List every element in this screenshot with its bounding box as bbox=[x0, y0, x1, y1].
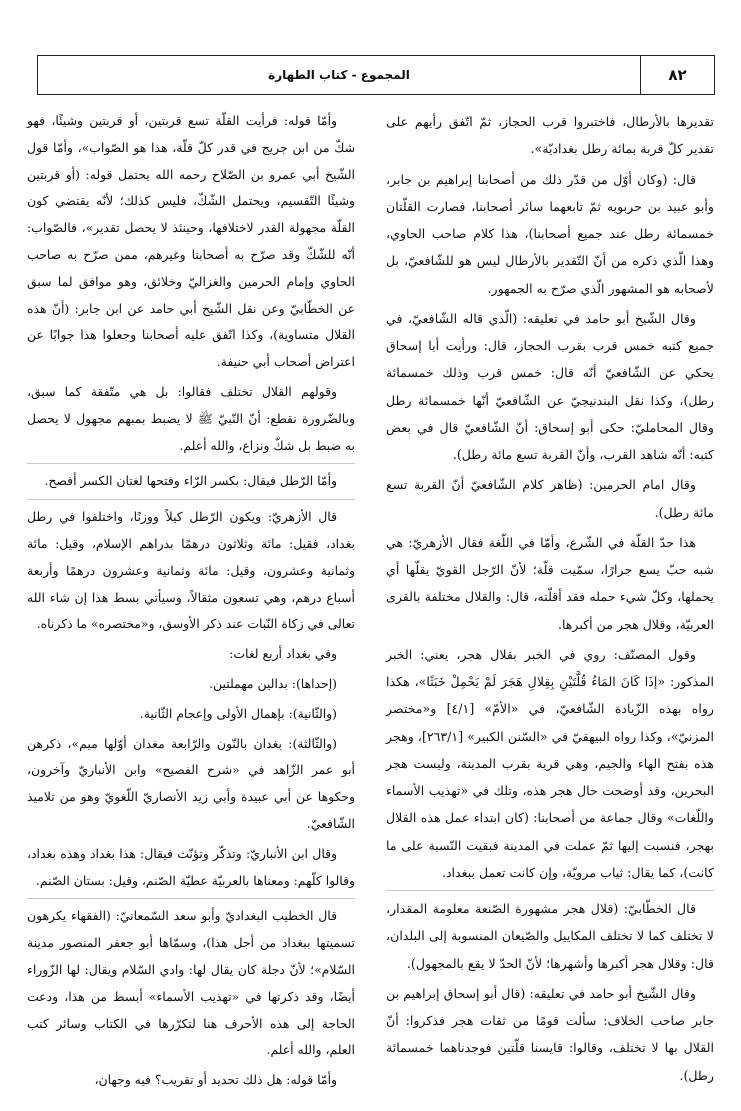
page-header bbox=[37, 55, 715, 95]
paragraph: قال الخطيب البغداديّ وأبو سعد السّمعانيّ: (الفقهاء يكرهون تسميتها ببغداد من أجل هذا)، وسمّاها أبو جعفر المنصور مدينة السّلام»؛ لأنّ دجلة كان يقال لها: وادي السّلام ويقال: لها الزّوراء أيضًا، وقد ذكرتها في «تهذيب الأسماء» أبسط من هذا، ودعت الحاجة إلى هذه الأحرف هنا لتكرّرها في الكتاب وسائر كتب العلم، والله أعلم. bbox=[27, 908, 355, 1058]
paragraph: قال: (وكان أوّل من قدّر ذلك من أصحابنا إبراهيم بن جابر، وأبو عبيد بن حربويه ثمّ تابعهما سائر أصحابنا، فصارت القلّتان خمسمائة رطل عند جميع أصحابنا)، هذا كلام صاحب الحاوي، وهذا الّذي ذكره من أنّ التّقدير بالأرطال ليس هو للشّافعيّ، بل لأصحابه هو المشهور الّذي صرّح به الجمهور. bbox=[386, 171, 714, 296]
paragraph: وقال امام الحرمين: (ظاهر كلام الشّافعيّ أنّ القربة تسع مائة رطل). bbox=[386, 477, 714, 520]
paragraph: وقولهم القلال تختلف فقالوا: بل هي متّفقة كما سبق، وبالضّرورة نقطع: أنّ النّبيّ ﷺ لا يضبط بمبهم مجهول لا يحصل به ضبط بل شكّ ونزاع، والله أعلم. bbox=[27, 383, 355, 453]
paragraph: وقول المصنّف: روي في الخبر بقلال هجر، يعني: الخبر المذكور: «إذَا كَانَ المَاءُ قُلَّتَيْنِ بِقِلالِ هَجَرَ لَمْ يَحْمِلْ خَبَثًا»، هكذا رواه بهذه الزّيادة الشّافعيّ، في «الأمّ» [٤/١] و«مختصر المزنيّ»، وكذا رواه البيهقيّ في «السّنن الكبير» [٢٦٣/١]، وهجر هذه بفتح الهاء والجيم، وهي قرية بقرب المدينة، وليست هجر البحرين، وقد أوضحت حال هجر هذه، وتلك في «تهذيب الأسماء واللّغات» وقال جماعة من أصحابنا: (كان ابتداء عمل هذه القلال بهجر، فنسبت إليها ثمّ عملت في المدينة فبقيت النّسبة على ما كانت)، كما يقال: ثياب مرويّة، وإن كانت تعمل ببغداد. bbox=[386, 646, 714, 880]
paragraph: وقال الشّيخ أبو حامد في تعليقه: (الّذي قاله الشّافعيّ، في جميع كتبه خمس قرب بقرب الحجاز، قال: ورأيت أبا إسحاق يحكي عن الشّافعيّ أنّه قال: خمس قرب وذلك خمسمائة رطل)، وكذا نقل البندنيجيّ عن الشّافعيّ أنّها خمسمائة رطل وقال المحامليّ: حكى أبو إسحاق: أنّ الشّافعيّ قال في بعض كتبه: أنّه شاهد القرب، وأنّ القربة تسع مائة رطل). bbox=[386, 310, 714, 462]
paragraph-divider bbox=[386, 890, 714, 891]
paragraph-divider bbox=[27, 898, 355, 899]
paragraph: (والثّانية): بإهمال الأولى وإعجام الثّانية. bbox=[139, 705, 337, 721]
paragraph: وقال الشّيخ أبو حامد في تعليقه: (قال أبو إسحاق إبراهيم بن جابر صاحب الخلاف: سألت قومًا من ثقات هجر فذكروا: أنّ القلال بها لا تختلف، وقالوا: قايسنا قلّتين فوجدناهما خمسمائة رطل). bbox=[386, 985, 714, 1083]
paragraph: وأمّا قوله: فرأيت القلّة تسع قربتين، أو قربتين وشيئًا، فهو شكّ من ابن جريج في قدر كلّ قلّة، هذا هو الصّواب»، وأمّا قول الشّيخ أبي عمرو بن الصّلاح رحمه الله يحتمل قوله: (أو قربتين وشيئًا التّقسيم، ويحتمل الشّكّ، فليس كذلك؛ لأنّه يقتضي كون القلّة مجهولة القدر لاختلافها، وحينئذ لا يحصل تقدير»، فالصّواب: أنّه للشّكّ وقد صرّح به أصحابنا وغيرهم، ممن صرّح به صاحب الحاوي وإمام الحرمين والغزاليّ وخلائق، وهو موافق لما سبق عن الخطّابيّ وعن نقل الشّيخ أبي حامد عن ابن جابر: (أنّ هذه القلال متساوية)، وكذا اتّفق عليه أصحابنا وجعلوا هذا جوابًا عن اعتراض أصحاب أبي حنيفة. bbox=[27, 113, 355, 370]
paragraph: تقديرها بالأرطال، فاختبروا قرب الحجاز، ثمّ اتّفق رأيهم على تقدير كلّ قربة بمائة رطل بغداديّة». bbox=[386, 114, 714, 157]
left-text-column bbox=[27, 108, 355, 1097]
paragraph: (إحداها): بدالين مهملتين. bbox=[209, 675, 337, 691]
right-text-column bbox=[386, 108, 714, 1092]
paragraph: هذا حدّ القلّة في الشّرع، وأمّا في اللّغة فقال الأزهريّ: هي شبه حبّ يسع جرارًا، سمّيت قلّة؛ لأنّ الرّجل القويّ يقلّها أي يحملها، وكلّ شيء حمله فقد أقلّته، قال: والقلال مختلفة بالقرى العربيّة، وقلال هجر من أكبرها. bbox=[386, 534, 714, 632]
paragraph: وأمّا قوله: هل ذلك تحديد أو تقريب؟ فيه وجهان، bbox=[94, 1072, 337, 1088]
paragraph-divider bbox=[27, 499, 355, 500]
paragraph: وأمّا الرّطل فيقال: بكسر الرّاء وفتحها لغتان الكسر أفصح. bbox=[44, 473, 337, 489]
paragraph-divider bbox=[27, 463, 355, 464]
paragraph: (والثّالثة): بغدان بالنّون والرّابعة مغدان أوّلها ميم»، ذكرهن أبو عمر الزّاهد في «شرح الفصيح» وابن الأنباريّ وآخرون، وحكوها عن أبي عبيدة وأبي زيد الأنصاريّ اللّغويّ وهو من تلاميذ الشّافعيّ. bbox=[27, 735, 355, 831]
paragraph: قال الأزهريّ: ويكون الرّطل كيلاً ووزنًا، واختلفوا في رطل بغداد، فقيل: مائة وثلاثون درهمًا بدراهم الإسلام، وقيل: مائة وثمانية وعشرون، وقيل: مائة وثمانية وعشرون درهمًا وأربعة أسباع درهم، وهي تسعون مثقالاً، وسيأتي بسط هذا إن شاء الله تعالى في زكاة النّبات عند ذكر الأوسق، و«مختصره» ما ذكرناه. bbox=[27, 509, 355, 632]
paragraph: وفي بغداد أربع لغات: bbox=[229, 646, 337, 662]
paragraph: وقال ابن الأنباريّ: وتذكّر وتؤنّث فيقال: هذا بغداد وهذه بغداد، وقالوا كلّهم: ومعناها بالعربيّة عطيّة الصّنم، وقيل: بستان الصّنم. bbox=[27, 845, 355, 888]
paragraph: قال الخطّابيّ: (قلال هجر مشهورة الصّنعة معلومة المقدار، لا تختلف كما لا تختلف المكاييل والصّيعان المنسوبة إلى البلدان، قال: وقلال هجر أكبرها وأشهرها؛ لأنّ الحدّ لا يقع بالمجهول). bbox=[386, 901, 714, 971]
page-number: ٨٢ bbox=[640, 56, 714, 94]
running-title: المجموع - كتاب الطهارة bbox=[268, 68, 410, 82]
